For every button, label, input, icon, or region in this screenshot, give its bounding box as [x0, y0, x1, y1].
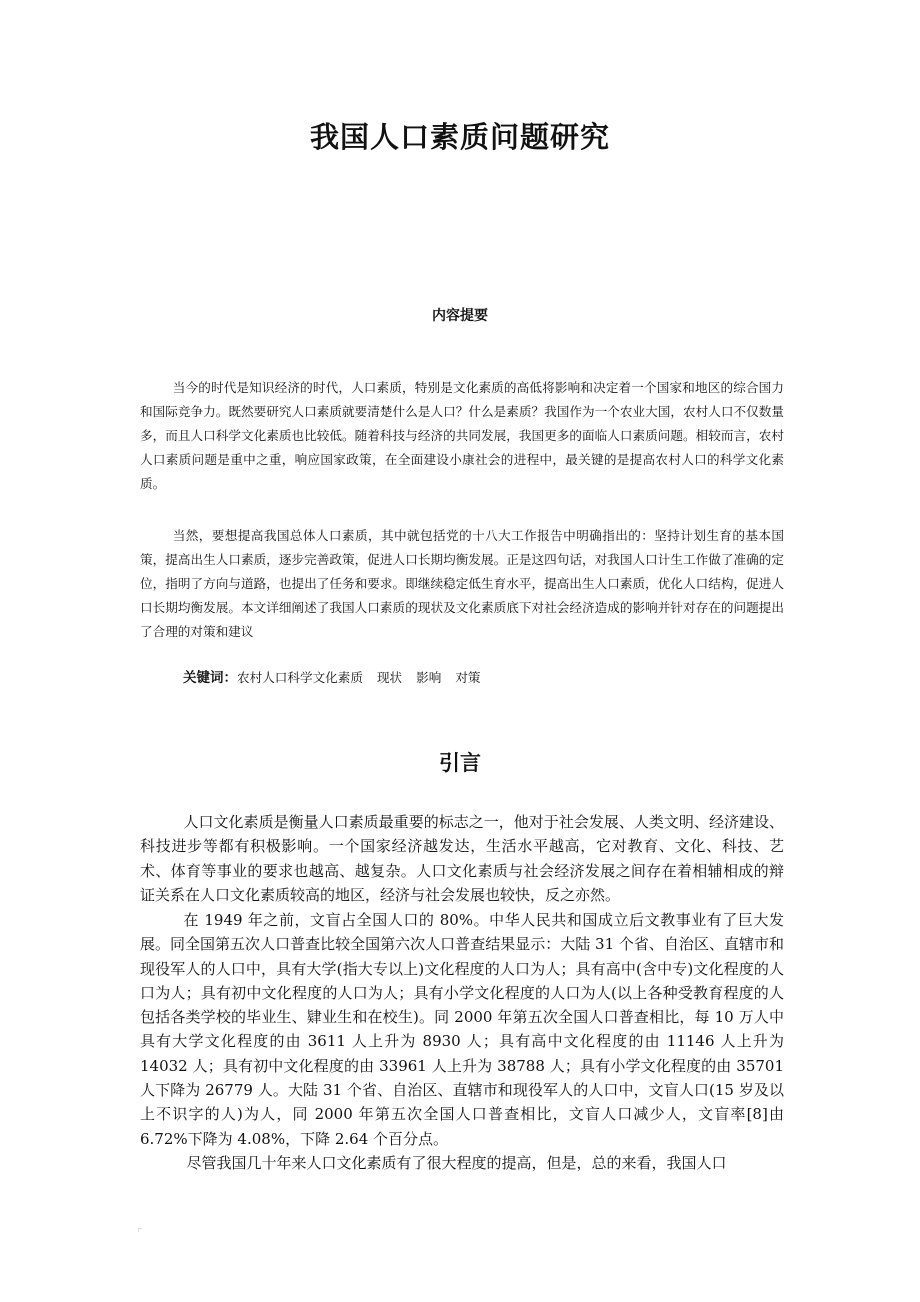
abstract-paragraph: 当今的时代是知识经济的时代，人口素质，特别是文化素质的高低将影响和决定着一个国家和地区的综合国力和国际竞争力。既然要研究人口素质就要清楚什么是人口？什么是素质？我国作为一个农业大国，农村人口不仅数量多，而且人口科学文化素质也比较低。随着科技与经济的共同发展，我国更多的面临人口素质问题。相较而言，农村人口素质问题是重中之重，响应国家政策，在全面建设小康社会的进程中，最关键的是提高农村人口的科学文化素质。 [140, 380, 784, 491]
body-paragraph: 人口文化素质是衡量人口素质最重要的标志之一，他对于社会发展、人类文明、经济建设、科技进步等都有积极影响。一个国家经济越发达，生活水平越高，它对教育、文化、科技、艺术、体育等事业的要求也越高、越复杂。人口文化素质与社会经济发展之间存在着相辅相成的辩证关系在人口文化素质较高的地区，经济与社会发展也较快，反之亦然。 [140, 813, 784, 904]
abstract-paragraph: 当然，要想提高我国总体人口素质，其中就包括党的十八大工作报告中明确指出的：坚持计划生育的基本国策，提高出生人口素质，逐步完善政策，促进人口长期均衡发展。正是这四句话，对我国人口计生工作做了准确的定位，指明了方向与道路，也提出了任务和要求。即继续稳定低生育水平，提高出生人口素质，优化人口结构，促进人口长期均衡发展。本文详细阐述了我国人口素质的现状及文化素质底下对社会经济造成的影响并针对存在的问题提出了合理的对策和建议 [140, 528, 784, 639]
section-heading-introduction: 引言 [439, 751, 481, 775]
keywords-line [183, 666, 803, 690]
document-title: 我国人口素质问题研究 [309, 120, 610, 154]
keyword: 现状 [376, 670, 403, 685]
keyword: 农村人口科学文化素质 [237, 670, 363, 685]
keywords-label: 关键词： [183, 670, 237, 686]
page-corner-mark [138, 1228, 142, 1232]
keyword: 对策 [455, 670, 481, 685]
body-paragraph: 尽管我国几十年来人口文化素质有了很大程度的提高，但是，总的来看，我国人口 [186, 1154, 727, 1172]
keyword: 影响 [416, 670, 442, 685]
body-paragraph: 在 1949 年之前，文盲占全国人口的 80%。中华人民共和国成立后文教事业有了巨大发展。同全国第五次人口普查比较全国第六次人口普查结果显示：大陆 31 个省、自治区、直辖市和现役军人的人口中，具有大学(指大专以上)文化程度的人口为人；具有高中(含中专)文化程度的人口为人；具有初中文化程度的人口为人；具有小学文化程度的人口为人(以上各种受教育程度的人包括各类学校的毕业生、肄业生和在校生)。同 2000 年第五次全国人口普查相比，每 10 万人中具有大学文化程度的由 3611 人上升为 8930 人；具有高中文化程度的由 11146 人上升为 14032 人；具有初中文化程度的由 33961 人上升为 38788 人；具有小学文化程度的由 35701 人下降为 26779 人。大陆 31 个省、自治区、直辖市和现役军人的人口中，文盲人口(15 岁及以上不识字的人)为人，同 2000 年第五次全国人口普查相比，文盲人口减少人，文盲率[8]由 6.72%下降为 4.08%，下降 2.64 个百分点。 [140, 911, 784, 1148]
abstract-heading: 内容提要 [432, 308, 488, 324]
